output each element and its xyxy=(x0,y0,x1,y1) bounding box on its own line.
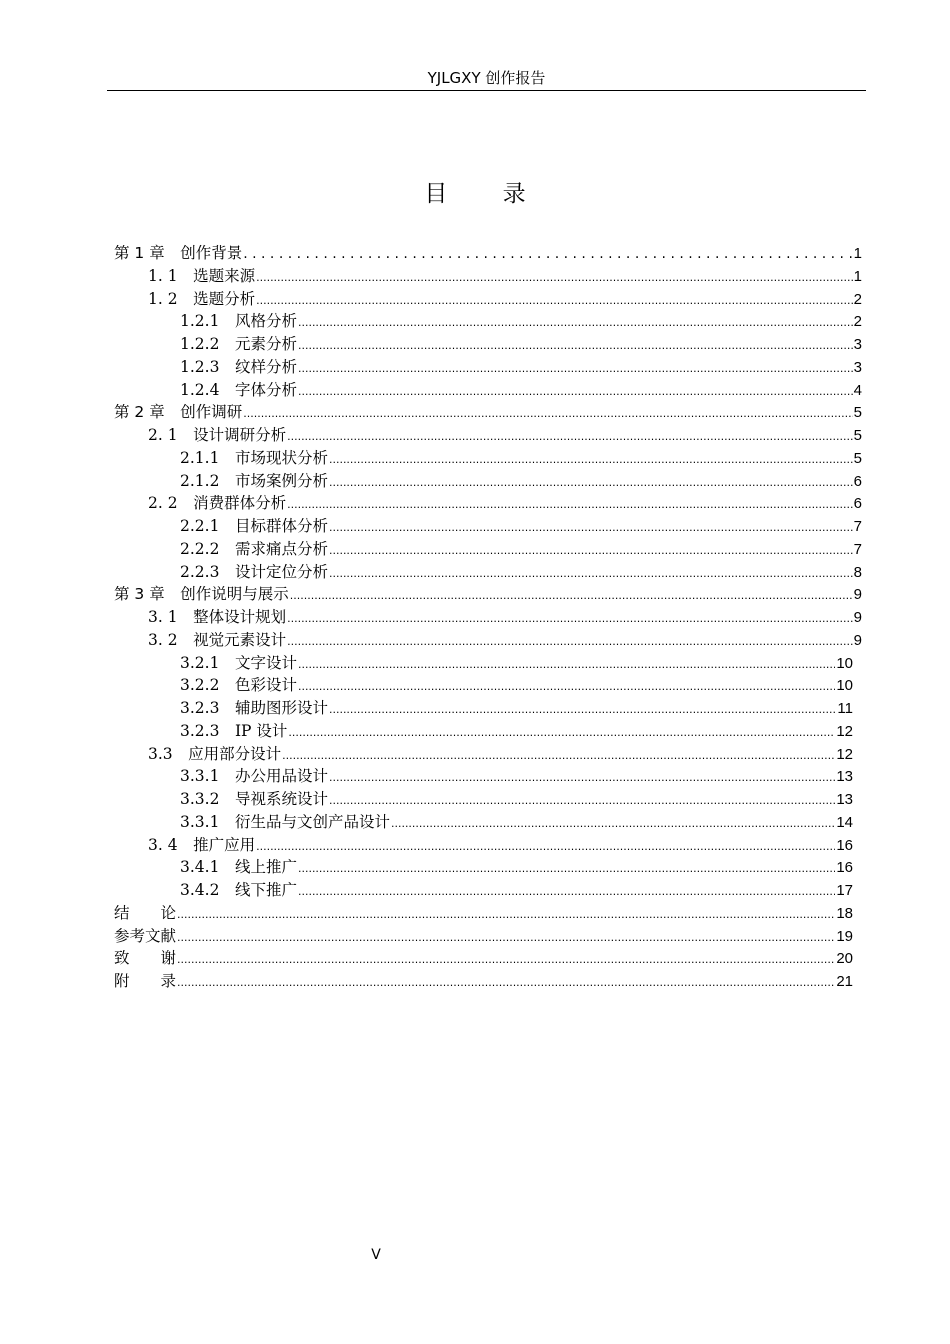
toc-entry-label: 1.2.3 纹样分析 xyxy=(180,357,297,376)
toc-leader xyxy=(287,631,853,654)
toc-entry[interactable] xyxy=(114,310,862,333)
toc-entry[interactable] xyxy=(114,242,862,265)
toc-entry-label: 3.3 应用部分设计 xyxy=(148,744,282,763)
toc-entry-page: 7 xyxy=(853,518,862,535)
toc-entry-label: 1.2.2 元素分析 xyxy=(180,335,297,353)
header-rule xyxy=(107,90,866,91)
toc-entry-label: 附 录 xyxy=(114,972,177,990)
toc-leader xyxy=(298,676,835,699)
toc-entry[interactable] xyxy=(114,379,862,402)
toc-leader xyxy=(256,290,853,313)
toc-entry-label: 2. 1 设计调研分析 xyxy=(148,426,287,444)
toc-entry-label: 3. 4 推广应用 xyxy=(148,835,256,854)
toc-entry[interactable] xyxy=(114,834,862,857)
toc-entry-page: 5 xyxy=(853,449,862,467)
toc-leader xyxy=(256,267,853,290)
toc-entry-label: 第 1 章 创作背景 xyxy=(114,244,243,262)
toc-entry-label: 3. 1 整体设计规划 xyxy=(148,608,287,626)
toc-entry-page: 4 xyxy=(853,381,862,399)
toc-entry-label: 3. 2 视觉元素设计 xyxy=(148,630,287,649)
toc-entry[interactable] xyxy=(114,538,862,561)
toc-entry-label: 3.4.2 线下推广 xyxy=(180,881,297,899)
toc-entry-label: 3.2.3 IP 设计 xyxy=(180,721,288,740)
page-header: YJLGXY 创作报告 xyxy=(427,69,546,87)
toc-leader xyxy=(288,722,835,745)
toc-entry-page: 10 xyxy=(836,677,853,695)
toc-entry-label: 3.3.2 导视系统设计 xyxy=(180,790,328,808)
toc-leader xyxy=(177,927,835,950)
toc-entry-page: 12 xyxy=(836,745,853,763)
toc-leader xyxy=(298,335,853,358)
toc-leader xyxy=(298,381,853,404)
toc-entry-label: 2.1.2 市场案例分析 xyxy=(180,471,328,490)
toc-entry[interactable] xyxy=(114,811,862,834)
toc-leader xyxy=(298,858,835,881)
toc-entry-page: 5 xyxy=(853,427,862,444)
toc-entry[interactable] xyxy=(114,674,862,697)
toc-entry-label: 致 谢 xyxy=(114,949,177,968)
toc-leader xyxy=(256,836,835,859)
toc-entry[interactable] xyxy=(114,561,862,584)
toc-leader xyxy=(298,312,853,335)
toc-entry-page: 8 xyxy=(853,563,862,581)
toc-entry-label: 参考文献 xyxy=(114,926,177,945)
toc-entry[interactable] xyxy=(114,947,862,970)
toc-leader xyxy=(282,745,835,768)
toc-leader xyxy=(329,472,853,495)
toc-entry-page: 18 xyxy=(836,904,853,922)
toc-entry-page: 6 xyxy=(853,495,862,513)
toc-entry[interactable] xyxy=(114,765,862,788)
toc-leader xyxy=(298,358,853,381)
toc-entry[interactable] xyxy=(114,788,862,811)
toc-entry-page: 2 xyxy=(853,313,862,331)
toc-entry-page: 20 xyxy=(836,950,853,968)
toc-entry[interactable] xyxy=(114,606,862,629)
toc-leader xyxy=(243,243,852,267)
toc-leader xyxy=(177,949,835,972)
toc-entry-page: 13 xyxy=(836,791,853,808)
toc-leader xyxy=(329,790,835,813)
toc-leader xyxy=(243,403,852,426)
toc-entry-page: 16 xyxy=(836,836,853,854)
toc-entry[interactable] xyxy=(114,583,862,606)
toc-leader xyxy=(287,426,853,449)
toc-entry[interactable] xyxy=(114,652,862,675)
toc-entry-label: 2.1.1 市场现状分析 xyxy=(180,448,328,467)
toc-entry-page: 7 xyxy=(853,540,862,558)
toc-leader xyxy=(329,767,835,790)
toc-entry[interactable] xyxy=(114,265,862,288)
toc-entry-page: 3 xyxy=(853,336,862,353)
toc-leader xyxy=(287,494,853,517)
toc-leader xyxy=(329,517,853,540)
toc-entry-page: 17 xyxy=(836,882,853,899)
toc-entry-page: 10 xyxy=(836,654,853,672)
toc-entry-page: 9 xyxy=(853,609,862,626)
toc-leader xyxy=(329,563,853,586)
toc-entry-page: 1 xyxy=(853,267,862,285)
toc-entry-label: 3.2.3 辅助图形设计 xyxy=(180,699,328,717)
toc-entry-page: 9 xyxy=(853,631,862,649)
toc-entry-label: 第 2 章 创作调研 xyxy=(114,403,243,422)
toc-entry-label: 3.4.1 线上推广 xyxy=(180,858,297,877)
toc-entry[interactable] xyxy=(114,629,862,652)
toc-entry-label: 1.2.1 风格分析 xyxy=(180,312,297,331)
toc-entry-label: 1. 1 选题来源 xyxy=(148,266,256,285)
toc-leader xyxy=(290,585,853,608)
toc-entry[interactable] xyxy=(114,697,862,720)
page-number: V xyxy=(371,1247,381,1263)
toc-entry-label: 2.2.2 需求痛点分析 xyxy=(180,539,328,558)
toc-leader xyxy=(287,608,853,631)
toc-leader xyxy=(298,881,835,904)
toc-entry-page: 21 xyxy=(836,973,853,990)
toc-entry[interactable] xyxy=(114,856,862,879)
toc-entry-label: 1.2.4 字体分析 xyxy=(180,380,297,399)
toc-entry[interactable] xyxy=(114,720,862,743)
toc-entry-page: 2 xyxy=(853,290,862,308)
toc-entry-page: 14 xyxy=(836,813,853,831)
toc-entry[interactable] xyxy=(114,515,862,538)
toc-entry[interactable] xyxy=(114,970,862,993)
toc-entry[interactable] xyxy=(114,879,862,902)
toc-entry[interactable] xyxy=(114,925,862,948)
toc-entry-page: 13 xyxy=(836,768,853,786)
toc-entry-label: 3.2.2 色彩设计 xyxy=(180,676,297,695)
toc-leader xyxy=(177,972,835,995)
toc-entry-page: 6 xyxy=(853,472,862,490)
toc-leader xyxy=(329,540,853,563)
toc-entry[interactable] xyxy=(114,492,862,515)
toc-entry-page: 16 xyxy=(836,859,853,877)
toc-entry-label: 结 论 xyxy=(114,903,177,922)
toc-leader xyxy=(391,813,835,836)
toc-entry[interactable] xyxy=(114,902,862,925)
table-of-contents xyxy=(114,242,862,993)
toc-entry-label: 2.2.1 目标群体分析 xyxy=(180,517,328,535)
toc-entry-page: 1 xyxy=(853,245,862,262)
toc-leader xyxy=(329,449,853,472)
toc-entry-label: 2.2.3 设计定位分析 xyxy=(180,562,328,581)
toc-entry[interactable] xyxy=(114,356,862,379)
toc-entry-page: 5 xyxy=(853,404,862,422)
toc-entry-page: 9 xyxy=(853,586,862,604)
toc-leader xyxy=(298,654,835,677)
toc-entry-label: 第 3 章 创作说明与展示 xyxy=(114,585,289,604)
toc-entry-label: 2. 2 消费群体分析 xyxy=(148,494,287,513)
toc-entry-page: 11 xyxy=(837,700,853,717)
toc-leader xyxy=(177,904,835,927)
toc-entry[interactable] xyxy=(114,743,862,766)
toc-entry[interactable] xyxy=(114,424,862,447)
toc-entry-label: 3.3.1 衍生品与文创产品设计 xyxy=(180,812,390,831)
toc-entry[interactable] xyxy=(114,470,862,493)
toc-entry-label: 3.2.1 文字设计 xyxy=(180,653,297,672)
toc-entry[interactable] xyxy=(114,288,862,311)
toc-entry-page: 19 xyxy=(836,927,853,945)
toc-entry-label: 1. 2 选题分析 xyxy=(148,289,256,308)
toc-entry[interactable] xyxy=(114,401,862,424)
toc-leader xyxy=(329,699,836,722)
toc-title: 目 录 xyxy=(424,181,550,207)
toc-entry[interactable] xyxy=(114,447,862,470)
toc-entry-page: 12 xyxy=(836,722,853,740)
toc-entry-page: 3 xyxy=(853,358,862,376)
toc-entry-label: 3.3.1 办公用品设计 xyxy=(180,767,328,786)
toc-entry[interactable] xyxy=(114,333,862,356)
